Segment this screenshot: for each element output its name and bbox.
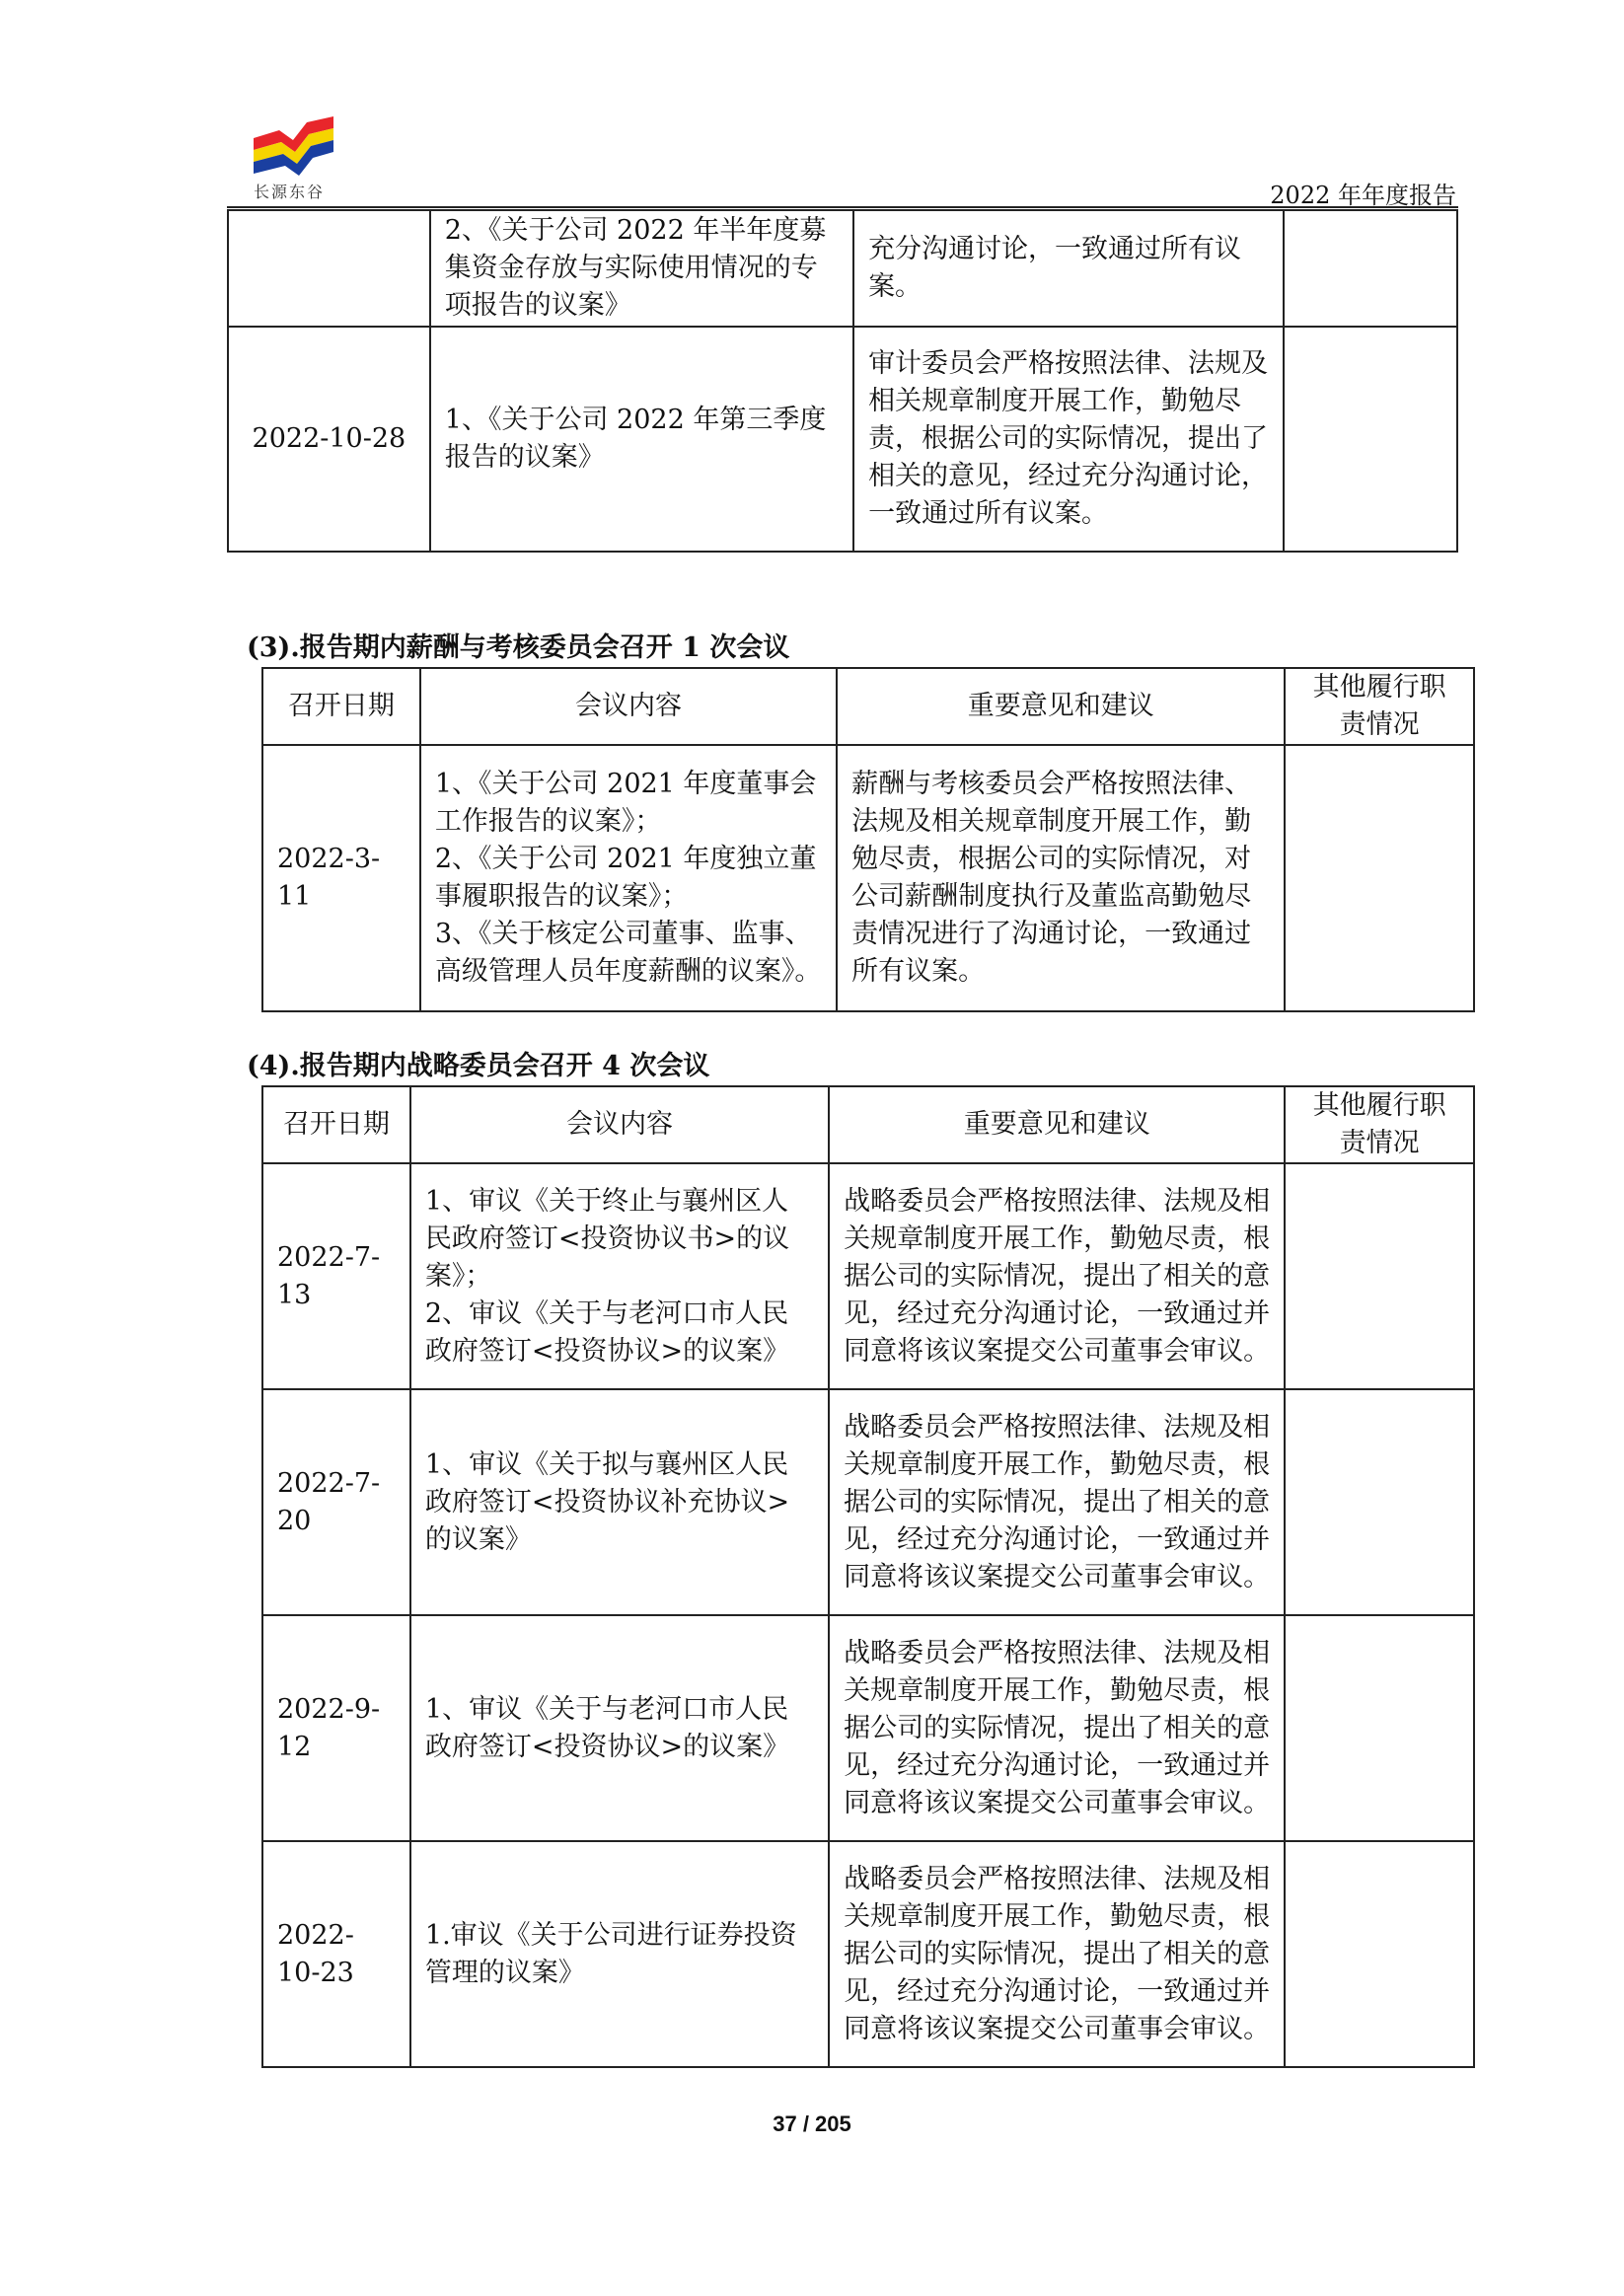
column-header: 其他履行职责情况 (1285, 668, 1474, 745)
section-title-remuneration: (3).报告期内薪酬与考核委员会召开 1 次会议 (247, 632, 790, 663)
logo-text: 长源东谷 (254, 183, 326, 201)
other-cell (1284, 327, 1457, 552)
opinion-cell: 战略委员会严格按照法律、法规及相关规章制度开展工作，勤勉尽责，根据公司的实际情况，提出了相关的意见，经过充分沟通讨论，一致通过并同意将该议案提交公司董事会审议。 (829, 1841, 1285, 2067)
audit-committee-table-continued (227, 209, 1458, 553)
other-cell (1285, 1615, 1474, 1841)
table-header-row (262, 1086, 1474, 1163)
other-cell (1285, 1841, 1474, 2067)
table-row (262, 1615, 1474, 1841)
date-cell: 2022-10-23 (262, 1841, 410, 2067)
date-cell: 2022-9-12 (262, 1615, 410, 1841)
date-cell: 2022-7-20 (262, 1389, 410, 1615)
table-header-row (262, 668, 1474, 745)
table-row (262, 1841, 1474, 2067)
column-header: 召开日期 (262, 668, 420, 745)
strategy-committee-table (261, 1085, 1475, 2068)
content-cell: 1.审议《关于公司进行证券投资管理的议案》 (410, 1841, 829, 2067)
table-row (228, 210, 1457, 327)
date-cell: 2022-10-28 (228, 327, 430, 552)
opinion-cell: 战略委员会严格按照法律、法规及相关规章制度开展工作，勤勉尽责，根据公司的实际情况，提出了相关的意见，经过充分沟通讨论，一致通过并同意将该议案提交公司董事会审议。 (829, 1615, 1285, 1841)
other-cell (1285, 1163, 1474, 1389)
column-header: 重要意见和建议 (829, 1086, 1285, 1163)
report-title: 2022 年年度报告 (1270, 182, 1456, 209)
opinion-cell: 战略委员会严格按照法律、法规及相关规章制度开展工作，勤勉尽责，根据公司的实际情况，提出了相关的意见，经过充分沟通讨论，一致通过并同意将该议案提交公司董事会审议。 (829, 1163, 1285, 1389)
content-cell: 1、《关于公司 2021 年度董事会工作报告的议案》； 2、《关于公司 2021 年度独立董事履职报告的议案》； 3、《关于核定公司董事、监事、高级管理人员年度薪酬的议案》。 (420, 745, 837, 1011)
other-cell (1284, 210, 1457, 327)
date-cell: 2022-7-13 (262, 1163, 410, 1389)
opinion-cell: 审计委员会严格按照法律、法规及相关规章制度开展工作，勤勉尽责，根据公司的实际情况，提出了相关的意见，经过充分沟通讨论，一致通过所有议案。 (853, 327, 1284, 552)
section-title-strategy: (4).报告期内战略委员会召开 4 次会议 (247, 1051, 710, 1081)
content-cell: 2、《关于公司 2022 年半年度募集资金存放与实际使用情况的专项报告的议案》 (430, 210, 853, 327)
company-logo (252, 116, 335, 176)
opinion-cell: 薪酬与考核委员会严格按照法律、法规及相关规章制度开展工作，勤勉尽责，根据公司的实际情况，对公司薪酬制度执行及董监高勤勉尽责情况进行了沟通讨论，一致通过所有议案。 (837, 745, 1285, 1011)
header-divider (227, 206, 1458, 208)
other-cell (1285, 1389, 1474, 1615)
column-header: 其他履行职责情况 (1285, 1086, 1474, 1163)
page-number: 37 / 205 (773, 2111, 851, 2136)
table-row (262, 745, 1474, 1011)
opinion-cell: 充分沟通讨论，一致通过所有议案。 (853, 210, 1284, 327)
table-row (262, 1163, 1474, 1389)
date-cell (228, 210, 430, 327)
column-header: 会议内容 (420, 668, 837, 745)
opinion-cell: 战略委员会严格按照法律、法规及相关规章制度开展工作，勤勉尽责，根据公司的实际情况，提出了相关的意见，经过充分沟通讨论，一致通过并同意将该议案提交公司董事会审议。 (829, 1389, 1285, 1615)
content-cell: 1、审议《关于终止与襄州区人民政府签订<投资协议书>的议案》； 2、审议《关于与老河口市人民政府签订<投资协议>的议案》 (410, 1163, 829, 1389)
column-header: 召开日期 (262, 1086, 410, 1163)
other-cell (1285, 745, 1474, 1011)
remuneration-committee-table (261, 667, 1475, 1012)
table-row (228, 327, 1457, 552)
column-header: 会议内容 (410, 1086, 829, 1163)
content-cell: 1、《关于公司 2022 年第三季度报告的议案》 (430, 327, 853, 552)
table-row (262, 1389, 1474, 1615)
column-header: 重要意见和建议 (837, 668, 1285, 745)
content-cell: 1、审议《关于与老河口市人民政府签订<投资协议>的议案》 (410, 1615, 829, 1841)
date-cell: 2022-3-11 (262, 745, 420, 1011)
content-cell: 1、审议《关于拟与襄州区人民政府签订<投资协议补充协议>的议案》 (410, 1389, 829, 1615)
